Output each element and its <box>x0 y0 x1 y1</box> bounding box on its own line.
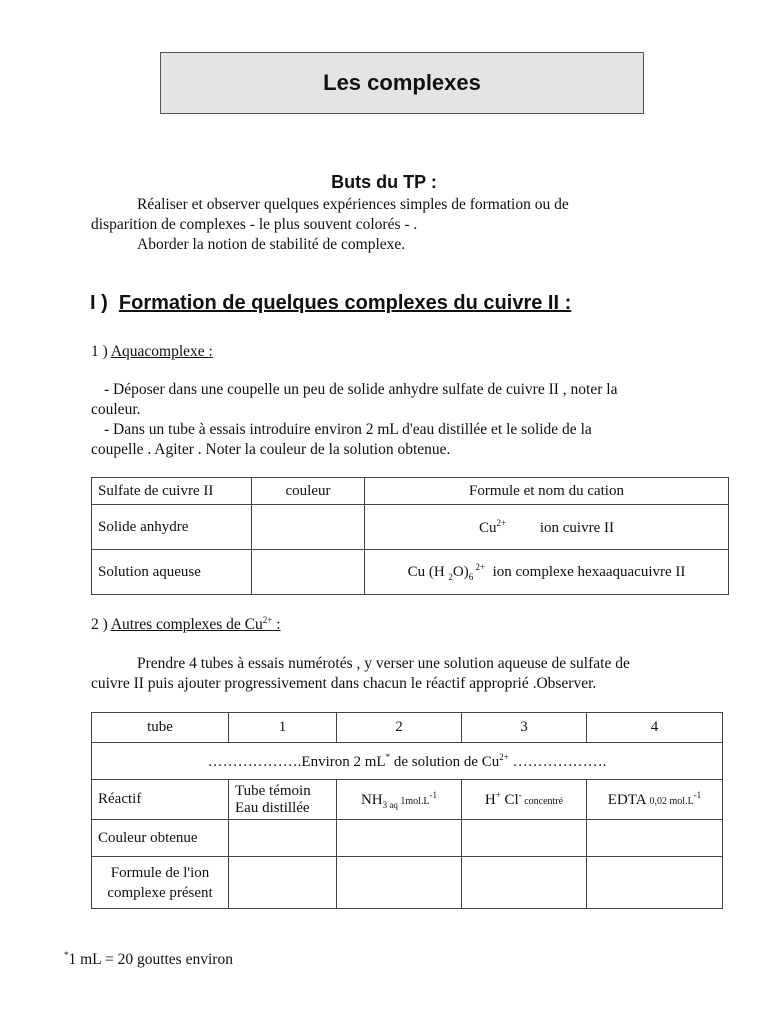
row-label: Solution aqueuse <box>92 550 252 595</box>
row-label: Réactif <box>92 780 229 820</box>
footnote: *1 mL = 20 gouttes environ <box>64 950 233 969</box>
color-cell[interactable] <box>252 505 365 550</box>
paragraph: - Déposer dans une coupelle un peu de solide anhydre sulfate de cuivre II , noter la <box>104 381 618 398</box>
subsection-heading <box>91 615 281 634</box>
page-title: Les complexes <box>160 52 644 114</box>
reagent-cell: H+ Cl- concentré <box>462 780 587 820</box>
subsection-title: Autres complexes de $Cu^{2+}$ : <box>110 615 281 634</box>
table-header: 3 <box>462 713 587 743</box>
subsection-heading <box>91 343 213 361</box>
table-header: couleur <box>252 478 365 505</box>
table-row <box>92 780 723 820</box>
paragraph: coupelle . Agiter . Noter la couleur de la solution obtenue. <box>91 441 451 458</box>
cation-cell: Cu (H $_2O)_6$ $^{2+}$ ion complexe hexaaquacuivre II <box>365 550 729 595</box>
reagent-cell: EDTA 0,02 $mol.L^{-1}$ <box>587 780 723 820</box>
section-heading <box>90 292 571 315</box>
paragraph: Prendre 4 tubes à essais numérotés , y verser une solution aqueuse de sulfate de <box>137 655 630 672</box>
tubes-table <box>91 712 723 909</box>
paragraph: cuivre II puis ajouter progressivement dans chacun le réactif approprié .Observer. <box>91 675 597 692</box>
color-cell[interactable] <box>252 550 365 595</box>
subsection-number: 1 ) <box>91 343 108 360</box>
goals-text: Aborder la notion de stabilité de complexe. <box>137 236 406 253</box>
table-header: tube <box>92 713 229 743</box>
row-label: Couleur obtenue <box>92 820 229 857</box>
subsection-title: Aquacomplexe : <box>110 343 213 360</box>
table-row <box>92 857 723 909</box>
answer-cell[interactable] <box>229 857 337 909</box>
paragraph: - Dans un tube à essais introduire environ 2 mL d'eau distillée et le solide de la <box>104 421 592 438</box>
section-number: I ) <box>90 292 108 314</box>
answer-cell[interactable] <box>462 820 587 857</box>
table-header: 2 <box>337 713 462 743</box>
reagent-cell: $NH_{3 aq}$ $1mol.L^{-1}$ <box>337 780 462 820</box>
cation-cell: $Cu^{2+}$ ion cuivre II <box>365 505 729 550</box>
goals-text: disparition de complexes - le plus souvent colorés - . <box>91 216 418 233</box>
table-header: 1 <box>229 713 337 743</box>
row-label: Formule de l'ion complexe présent <box>92 857 229 909</box>
answer-cell[interactable] <box>587 820 723 857</box>
table-row <box>92 550 729 595</box>
answer-cell[interactable] <box>587 857 723 909</box>
table-header: Formule et nom du cation <box>365 478 729 505</box>
table-row <box>92 505 729 550</box>
table-header: 4 <box>587 713 723 743</box>
answer-cell[interactable] <box>337 857 462 909</box>
section-title: Formation de quelques complexes du cuivre II : <box>118 292 572 314</box>
goals-heading: Buts du TP : <box>331 172 437 192</box>
copper-sulfate-table <box>91 477 729 595</box>
subsection-number: 2 ) <box>91 616 108 634</box>
answer-cell[interactable] <box>462 857 587 909</box>
volume-row: ……………….Environ 2 mL* de solution de $Cu^{2+}$ ………………. <box>92 743 723 780</box>
table-row <box>92 820 723 857</box>
answer-cell[interactable] <box>229 820 337 857</box>
paragraph: couleur. <box>91 401 141 418</box>
goals-text: Réaliser et observer quelques expériences simples de formation ou de <box>137 196 569 213</box>
row-label: Solide anhydre <box>92 505 252 550</box>
answer-cell[interactable] <box>337 820 462 857</box>
reagent-cell: Tube témoin Eau distillée <box>229 780 337 820</box>
table-header: Sulfate de cuivre II <box>92 478 252 505</box>
